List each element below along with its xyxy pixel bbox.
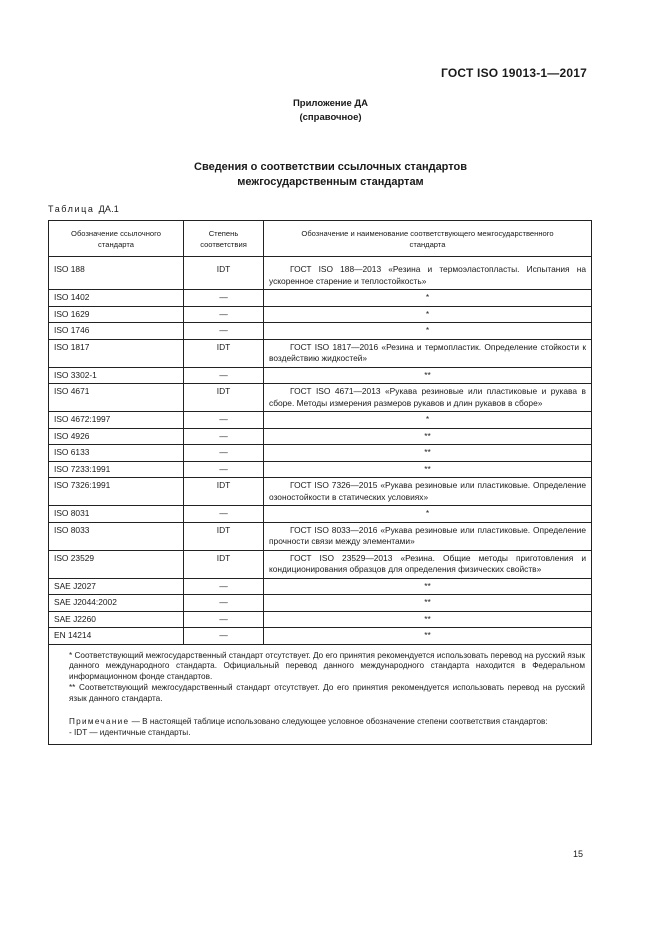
cell-degree: — <box>184 628 264 645</box>
table-row <box>49 412 592 429</box>
footnote-double-asterisk: ** Соответствующий межгосударственный стандарт отсутствует. До его принятия рекомендуется использовать перевод на русский язык данного стандарта. <box>69 682 585 703</box>
cell-degree: — <box>184 595 264 612</box>
annex-subtitle: (справочное) <box>299 112 362 123</box>
cell-reference-standard: ISO 4926 <box>49 428 184 445</box>
cell-interstate-standard-text: ГОСТ ISO 8033—2016 «Рукава резиновые или пластиковые. Определение прочности связи между элементами» <box>269 524 586 546</box>
cell-interstate-standard-text: * <box>425 508 430 518</box>
table-row <box>49 384 592 412</box>
cell-reference-standard: ISO 1402 <box>49 290 184 307</box>
table-row <box>49 506 592 523</box>
cell-interstate-standard-text: ГОСТ ISO 7326—2015 «Рукава резиновые или пластиковые. Определение озоностойкости в статических условиях» <box>269 480 586 502</box>
footnote-single-asterisk: * Соответствующий межгосударственный стандарт отсутствует. До его принятия рекомендуется использовать перевод на русский язык данного международного стандарта. Официальный перевод данного международного стандарта находится в Федеральном информационном фонде стандартов. <box>69 650 585 682</box>
cell-degree: — <box>184 445 264 462</box>
cell-degree: IDT <box>184 522 264 550</box>
table-note-label: Примечание <box>69 717 130 727</box>
cell-degree: IDT <box>184 339 264 367</box>
cell-interstate-standard <box>264 578 592 595</box>
cell-interstate-standard-text: * <box>425 292 430 302</box>
cell-degree: — <box>184 412 264 429</box>
cell-degree: — <box>184 290 264 307</box>
table-body <box>49 262 592 644</box>
cell-interstate-standard <box>264 506 592 523</box>
cell-reference-standard: SAE J2260 <box>49 611 184 628</box>
cell-interstate-standard <box>264 306 592 323</box>
header-reference-standard: Обозначение ссылочного стандарта <box>49 221 184 257</box>
table-caption-label: Таблица <box>48 204 95 214</box>
table-row <box>49 290 592 307</box>
cell-degree: — <box>184 506 264 523</box>
table-footnotes-row <box>49 644 592 745</box>
cell-interstate-standard <box>264 478 592 506</box>
document-code: ГОСТ ISO 19013-1—2017 <box>441 66 587 80</box>
cell-reference-standard: SAE J2044:2002 <box>49 595 184 612</box>
table-row <box>49 550 592 578</box>
page-title-line-1: Сведения о соответствии ссылочных стандартов <box>194 161 467 173</box>
header-interstate-standard: Обозначение и наименование соответствующего межгосударственного стандарта <box>264 221 592 257</box>
cell-reference-standard: ISO 8031 <box>49 506 184 523</box>
cell-interstate-standard-text: ГОСТ ISO 188—2013 «Резина и термоэластопласты. Испытания на ускоренное старение и теплостойкость» <box>269 264 586 286</box>
table-row <box>49 445 592 462</box>
cell-interstate-standard-text: ** <box>424 580 431 591</box>
annex-title: Приложение ДА <box>292 98 369 109</box>
page-title <box>0 160 661 190</box>
page-title-line-2: межгосударственным стандартам <box>237 176 424 188</box>
table-row <box>49 611 592 628</box>
cell-interstate-standard-text: ** <box>424 597 431 607</box>
cell-degree: IDT <box>184 550 264 578</box>
cell-interstate-standard-text: ГОСТ ISO 1817—2016 «Резина и термопластик. Определение стойкости к воздействию жидкостей» <box>269 341 586 363</box>
table-row <box>49 262 592 290</box>
table-caption <box>48 204 119 214</box>
table-row <box>49 367 592 384</box>
cell-degree: — <box>184 367 264 384</box>
cell-interstate-standard-text: ГОСТ ISO 23529—2013 «Резина. Общие методы приготовления и кондиционирования образцов для определения физических свойств» <box>269 552 586 574</box>
cell-interstate-standard-text: * <box>425 325 430 335</box>
cell-interstate-standard <box>264 550 592 578</box>
page-number: 15 <box>572 849 583 859</box>
table-row <box>49 478 592 506</box>
cell-degree: — <box>184 611 264 628</box>
cell-interstate-standard-text: ** <box>424 613 431 624</box>
cell-interstate-standard <box>264 262 592 290</box>
cell-interstate-standard <box>264 290 592 307</box>
table-row <box>49 522 592 550</box>
cell-interstate-standard <box>264 384 592 412</box>
cell-interstate-standard <box>264 461 592 478</box>
table-header-row <box>49 221 592 257</box>
header-degree-of-correspondence: Степень соответствия <box>184 221 264 257</box>
table-note <box>55 717 585 728</box>
cell-reference-standard: ISO 3302-1 <box>49 367 184 384</box>
annex-heading <box>0 97 661 125</box>
cell-reference-standard: ISO 7233:1991 <box>49 461 184 478</box>
correspondence-table <box>48 220 592 745</box>
table-caption-number: ДА.1 <box>98 204 120 214</box>
cell-reference-standard: ISO 7326:1991 <box>49 478 184 506</box>
table-row <box>49 595 592 612</box>
cell-interstate-standard-text: ** <box>424 430 431 441</box>
cell-degree: — <box>184 578 264 595</box>
cell-degree: — <box>184 323 264 340</box>
cell-interstate-standard <box>264 628 592 645</box>
cell-interstate-standard-text: * <box>425 414 430 424</box>
cell-interstate-standard-text: ** <box>424 630 431 640</box>
cell-interstate-standard <box>264 595 592 612</box>
cell-interstate-standard <box>264 445 592 462</box>
table-row <box>49 323 592 340</box>
cell-reference-standard: ISO 188 <box>49 262 184 290</box>
cell-interstate-standard <box>264 522 592 550</box>
cell-reference-standard: ISO 1629 <box>49 306 184 323</box>
table-row <box>49 428 592 445</box>
cell-reference-standard: SAE J2027 <box>49 578 184 595</box>
cell-interstate-standard-text: ** <box>424 463 431 474</box>
table-note-text: — В настоящей таблице использовано следующее условное обозначение степени соответствия стандартов: <box>131 717 548 727</box>
cell-degree: — <box>184 428 264 445</box>
cell-interstate-standard-text: ГОСТ ISO 4671—2013 «Рукава резиновые или пластиковые и рукава в сборе. Методы измерения размеров рукавов и длин рукавов в сборе» <box>269 386 586 408</box>
table-row <box>49 578 592 595</box>
cell-reference-standard: EN 14214 <box>49 628 184 645</box>
table-footnotes <box>49 644 592 745</box>
cell-interstate-standard <box>264 367 592 384</box>
cell-degree: IDT <box>184 478 264 506</box>
cell-interstate-standard-text: * <box>425 308 430 319</box>
table-note-item: - IDT — идентичные стандарты. <box>69 728 191 738</box>
cell-reference-standard: ISO 6133 <box>49 445 184 462</box>
cell-reference-standard: ISO 4671 <box>49 384 184 412</box>
cell-reference-standard: ISO 23529 <box>49 550 184 578</box>
cell-degree: IDT <box>184 384 264 412</box>
cell-interstate-standard <box>264 339 592 367</box>
cell-reference-standard: ISO 1746 <box>49 323 184 340</box>
cell-degree: — <box>184 461 264 478</box>
cell-interstate-standard <box>264 412 592 429</box>
cell-interstate-standard <box>264 428 592 445</box>
cell-degree: — <box>184 306 264 323</box>
table-row <box>49 339 592 367</box>
cell-interstate-standard <box>264 323 592 340</box>
table-row <box>49 461 592 478</box>
cell-reference-standard: ISO 1817 <box>49 339 184 367</box>
cell-reference-standard: ISO 4672:1997 <box>49 412 184 429</box>
table-row <box>49 306 592 323</box>
cell-interstate-standard <box>264 611 592 628</box>
table-row <box>49 628 592 645</box>
cell-interstate-standard-text: ** <box>424 369 431 380</box>
cell-reference-standard: ISO 8033 <box>49 522 184 550</box>
cell-interstate-standard-text: ** <box>424 447 431 457</box>
cell-degree: IDT <box>184 262 264 290</box>
